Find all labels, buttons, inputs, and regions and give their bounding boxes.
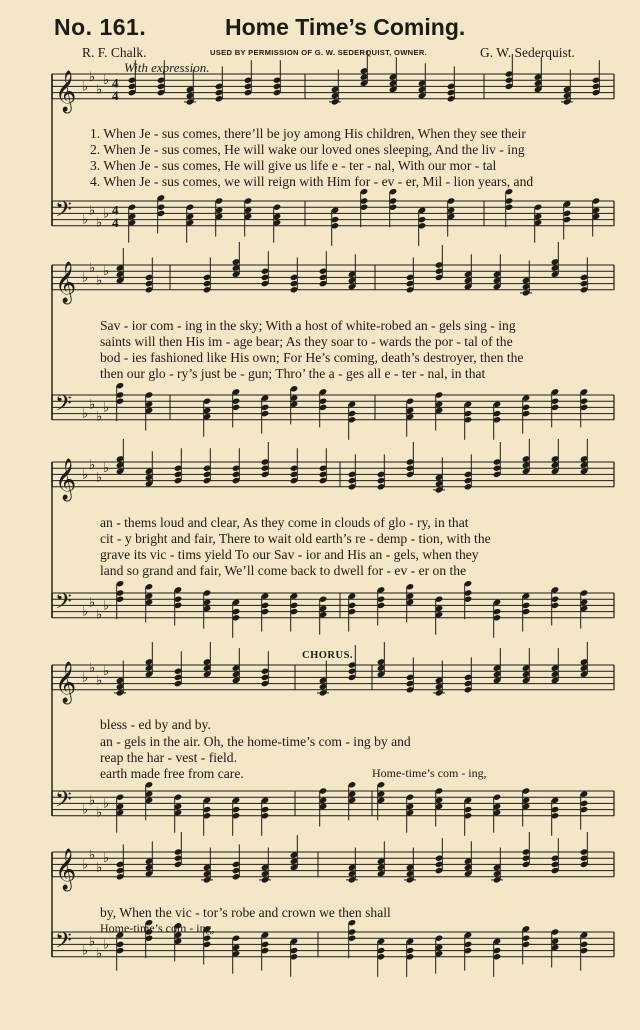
verse-1-line-1: 1. When Je - sus comes, there’ll be joy among His children, When they see their (90, 126, 526, 141)
hymn-title: Home Time’s Coming. (225, 14, 466, 40)
verse-2-line-1: 2. When Je - sus comes, He will wake our loved ones sleeping, And the liv - ing (90, 142, 525, 157)
flat-sign: ♭ (82, 857, 89, 873)
flat-sign: ♭ (89, 70, 96, 86)
flat-sign: ♭ (96, 607, 103, 623)
flat-sign: ♭ (82, 670, 89, 686)
flat-sign: ♭ (103, 206, 110, 222)
flat-sign: ♭ (96, 470, 103, 486)
flat-sign: ♭ (82, 604, 89, 620)
flat-sign: ♭ (89, 261, 96, 277)
verse-1-line-3: an - thems loud and clear, As they come in clouds of glo - ry, in that (100, 515, 469, 530)
flat-sign: ♭ (103, 598, 110, 614)
treble-clef: 𝄞 (55, 70, 77, 112)
lyricist: R. F. Chalk. (82, 45, 147, 60)
flat-sign: ♭ (89, 793, 96, 809)
flat-sign: ♭ (103, 461, 110, 477)
flat-sign: ♭ (103, 796, 110, 812)
verse-2-line-2: saints will then His im - age bear; As they soar to - wards the por - tal of the (100, 334, 513, 349)
bass-clef: 𝄢 (55, 589, 72, 620)
flat-sign: ♭ (82, 802, 89, 818)
flat-sign: ♭ (82, 943, 89, 959)
flat-sign: ♭ (82, 79, 89, 95)
time-signature-denominator: 4 (112, 87, 119, 103)
flat-sign: ♭ (103, 264, 110, 280)
verse-3-line-3: grave its vic - tims yield To our Sav - ior and His an - gels, when they (100, 547, 479, 562)
flat-sign: ♭ (103, 937, 110, 953)
flat-sign: ♭ (96, 82, 103, 98)
flat-sign: ♭ (89, 934, 96, 950)
flat-sign: ♭ (89, 203, 96, 219)
verse-4-line-4: earth made free from care. (100, 766, 244, 781)
chorus-line: by, When the vic - tor’s robe and crown we then shall (100, 905, 391, 920)
bass-echo-1: Home-time’s com - ing, (372, 766, 487, 780)
composer: G. W. Sederquist. (480, 45, 575, 60)
flat-sign: ♭ (89, 848, 96, 864)
flat-sign: ♭ (89, 458, 96, 474)
flat-sign: ♭ (103, 851, 110, 867)
flat-sign: ♭ (96, 409, 103, 425)
verse-3-line-4: reap the har - vest - field. (100, 750, 238, 765)
flat-sign: ♭ (89, 397, 96, 413)
chorus-label: CHORUS. (302, 650, 354, 661)
flat-sign: ♭ (82, 406, 89, 422)
flat-sign: ♭ (96, 673, 103, 689)
flat-sign: ♭ (82, 212, 89, 228)
bass-echo-2: Home-time’s com - ing, (100, 921, 215, 935)
flat-sign: ♭ (96, 860, 103, 876)
verse-3-line-2: bod - ies fashioned like His own; For He’s coming, death’s destroyer, then the (100, 350, 524, 365)
verse-1-line-4: bless - ed by and by. (100, 717, 211, 732)
verse-2-line-4: an - gels in the air. Oh, the home-time’s com - ing by and (100, 734, 411, 749)
flat-sign: ♭ (82, 467, 89, 483)
flat-sign: ♭ (96, 273, 103, 289)
verse-3-line-1: 3. When Je - sus comes, He will give us life e - ter - nal, With our mor - tal (90, 158, 497, 173)
permission-note: USED BY PERMISSION OF G. W. SEDERQUIST, OWNER. (210, 48, 428, 57)
time-signature-numerator: 4 (112, 202, 119, 218)
bass-clef: 𝄢 (55, 197, 72, 228)
verse-1-line-2: Sav - ior com - ing in the sky; With a host of white-robed an - gels sing - ing (100, 318, 516, 333)
bass-clef: 𝄢 (55, 787, 72, 818)
verse-2-line-3: cit - y bright and fair, There to wait old earth’s re - demp - tion, with the (100, 531, 491, 546)
time-signature-numerator: 4 (112, 75, 119, 91)
flat-sign: ♭ (89, 661, 96, 677)
hymn-number: No. 161. (54, 14, 147, 40)
flat-sign: ♭ (96, 805, 103, 821)
flat-sign: ♭ (82, 270, 89, 286)
time-signature-denominator: 4 (112, 214, 119, 230)
flat-sign: ♭ (103, 400, 110, 416)
treble-clef: 𝄞 (55, 458, 77, 500)
treble-clef: 𝄞 (55, 848, 77, 890)
treble-clef: 𝄞 (55, 661, 77, 703)
flat-sign: ♭ (89, 595, 96, 611)
flat-sign: ♭ (96, 946, 103, 962)
flat-sign: ♭ (96, 215, 103, 231)
flat-sign: ♭ (103, 73, 110, 89)
treble-clef: 𝄞 (55, 261, 77, 303)
verse-4-line-3: land so grand and fair, We’ll come back to dwell for - ev - er on the (100, 563, 467, 578)
flat-sign: ♭ (103, 664, 110, 680)
verse-4-line-2: then our glo - ry’s just be - gun; Thro’ the a - ges all e - ter - nal, in that (100, 366, 486, 381)
bass-clef: 𝄢 (55, 391, 72, 422)
verse-4-line-1: 4. When Je - sus comes, we will reign with Him for - ev - er, Mil - lion years, and (90, 174, 534, 189)
expression-mark: With expression. (124, 60, 210, 75)
bass-clef: 𝄢 (55, 928, 72, 959)
